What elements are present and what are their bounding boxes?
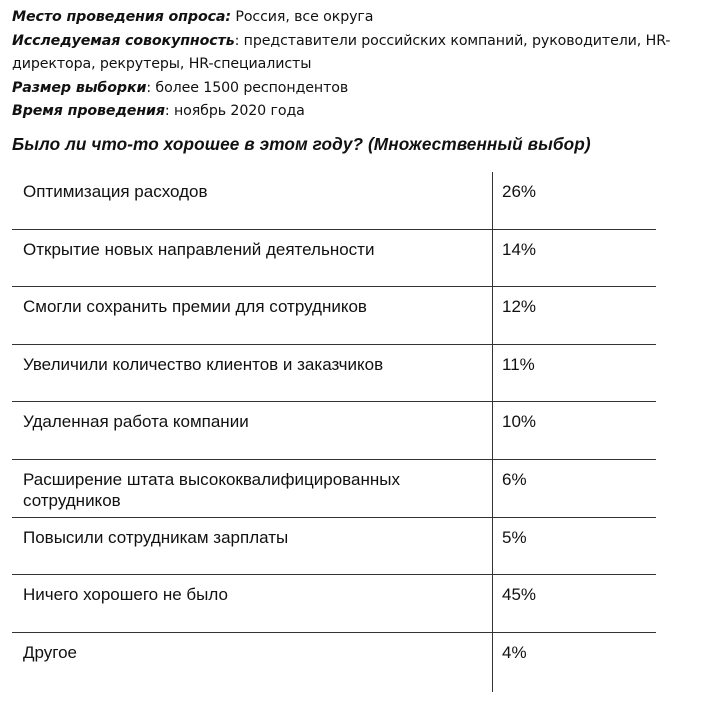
row-value: 10% [502, 412, 537, 432]
column-divider [492, 172, 493, 692]
row-value: 4% [502, 642, 527, 662]
table-row [12, 575, 656, 633]
table-row [12, 460, 656, 518]
question-title: Было ли что-то хорошее в этом году? (Множественный выбор) [12, 134, 591, 154]
table-row [12, 287, 656, 345]
meta-population-value: : представители российских компаний, руководители, HR-директора, рекрутеры, HR-специалисты [12, 32, 671, 72]
table-row [12, 633, 656, 691]
row-label: Ничего хорошего не было [23, 585, 228, 605]
row-value: 6% [502, 469, 527, 489]
meta-sample-value: : более 1500 респондентов [146, 79, 349, 96]
meta-time-value: : ноябрь 2020 года [164, 103, 305, 119]
survey-meta [12, 6, 712, 124]
row-value: 12% [502, 297, 537, 317]
table-row [12, 172, 656, 230]
results-table [12, 172, 656, 690]
meta-location-value: Россия, все округа [230, 9, 374, 25]
meta-time [12, 100, 712, 124]
meta-time-label: Время проведения [12, 103, 165, 119]
meta-sample-label: Размер выборки [12, 79, 147, 96]
row-label: Другое [23, 642, 78, 662]
table-row [12, 518, 656, 576]
table-row [12, 345, 656, 403]
meta-location [12, 6, 712, 30]
row-value: 26% [502, 182, 537, 201]
row-label: Расширение штата высококвалифицированных сотрудников [23, 469, 400, 510]
row-label: Повысили сотрудникам зарплаты [23, 527, 289, 547]
meta-population [12, 30, 712, 77]
meta-location-label: Место проведения опроса: [12, 9, 231, 25]
row-label: Открытие новых направлений деятельности [23, 239, 375, 259]
row-value: 5% [502, 527, 527, 547]
row-label: Увеличили количество клиентов и заказчиков [23, 354, 384, 374]
row-label: Оптимизация расходов [23, 182, 208, 201]
row-label: Удаленная работа компании [23, 412, 249, 432]
table-row [12, 402, 656, 460]
table-row [12, 230, 656, 288]
row-label: Смогли сохранить премии для сотрудников [23, 297, 367, 317]
meta-sample [12, 77, 712, 101]
row-value: 14% [502, 239, 537, 259]
row-value: 45% [502, 585, 537, 605]
meta-population-label: Исследуемая совокупность [12, 32, 235, 49]
row-value: 11% [502, 354, 535, 374]
